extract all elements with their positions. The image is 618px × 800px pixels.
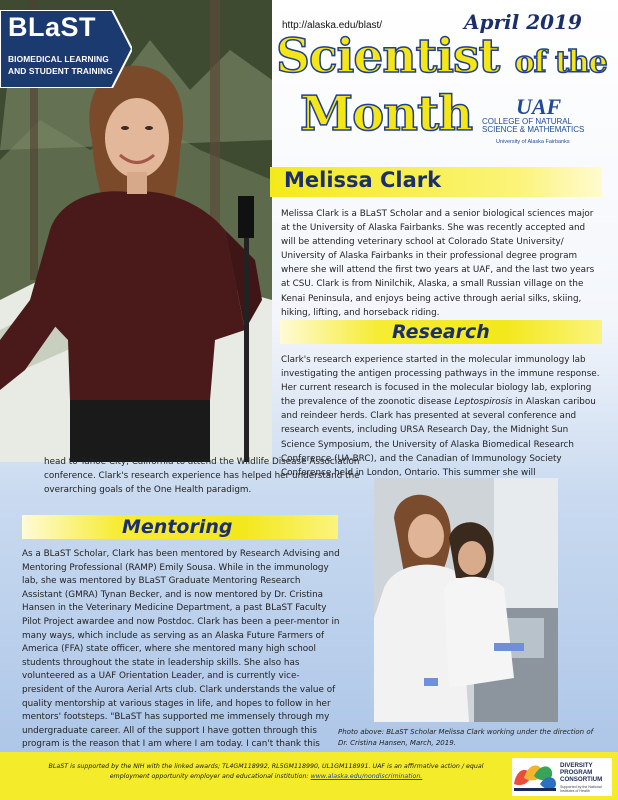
dpc-line2-text: PROGRAM	[560, 769, 593, 776]
footer-text: BLaST is supported by the NIH with the linked awards; TL4GM118992, RL5GM118990, UL1GM118991. UAF is an affirmative action / equal employment opportunity employer and educational institution:	[48, 763, 484, 780]
uaf-logo	[482, 96, 594, 145]
scientist-photo	[0, 0, 272, 462]
scientist-name-banner	[270, 167, 602, 197]
blast-logo-line2: AND STUDENT TRAINING	[8, 66, 113, 76]
dpc-logo	[512, 758, 612, 796]
dpc-line3-text: CONSORTIUM	[560, 776, 603, 783]
research-heading: Research	[392, 321, 490, 343]
uaf-university: University of Alaska Fairbanks	[496, 138, 570, 145]
title-word-scientist: Scientist	[276, 29, 500, 84]
mentoring-banner	[22, 515, 338, 539]
research-banner	[280, 320, 602, 344]
dpc-small: Supported by the National Institutes of Health	[560, 785, 602, 793]
research-text-a: Clark's research experience started in the molecular immunology lab investigating the antigen processing pathways in the immune response. Her current research is focused in the molecular biology lab, exploring the prevalence of the zoonotic disease	[281, 355, 600, 408]
dpc-line1-text: DIVERSITY	[560, 762, 593, 769]
footer-note	[36, 762, 496, 781]
blast-logo-title: BLaST	[8, 12, 97, 42]
uaf-college-line1: COLLEGE OF NATURAL	[482, 117, 573, 126]
footer	[0, 752, 618, 800]
scientist-name: Melissa Clark	[284, 168, 442, 192]
lab-photo	[374, 478, 558, 722]
research-text-b: in Alaskan caribou and reindeer herds. Clark has presented at several conference and research events, including URSA Research Day, the Midnight Sun Science Symposium, the University of Alaska Biomedical Research Conference (UA-BRC), and the Canadian of Immunology Society Conference held in London, Ontario. This summer she will	[281, 397, 596, 478]
title-line2: Month	[300, 86, 473, 142]
title-of-the: of the	[514, 45, 607, 80]
dpc-logo-icon	[512, 758, 558, 796]
title-line1	[276, 29, 607, 84]
research-paragraph-continued: head to Tahoe City, California to attend the Wildlife Disease Association conference. Clark's research experience has helped her understand the overarching goals of the One Health paradigm.	[44, 457, 360, 496]
uaf-logo-mark: UAF	[516, 94, 562, 119]
nondiscrimination-link[interactable]: www.alaska.edu/nondiscrimination.	[310, 772, 423, 780]
dpc-line1	[560, 762, 602, 783]
mentoring-paragraph: As a BLaST Scholar, Clark has been mentored by Research Advising and Mentoring Professional (RAMP) Emily Sousa. While in the immunology lab, she was mentored by BLaST Graduate Mentoring Research Assistant (GMRA) Tynan Becker, and is now mentored by Dr. Cristina Hansen in the Veterinary Medicine Department, a past BLaST Faculty Pilot Project awardee and now Postdoc. Clark has been a peer-mentor in many ways, which include as serving as an Alaska Future Farmers of America (FFA) state officer, where she mentored many high school students throughout the state in leadership skills. She also has volunteered as a UAF Orientation Leader, and is currently vice-president of the Aurora Aerial Arts club. Clark understands the value of quality mentorship at various stages in life, and hopes to follow in her mentors' footsteps. "BLaST has supported me immensely through my undergraduate career. All of the support I have gotten through this program is the reason that I am where I am today. I can't thank this	[22, 549, 340, 750]
blast-logo-line1: BIOMEDICAL LEARNING	[8, 54, 109, 64]
photo-caption: Photo above: BLaST Scholar Melissa Clark working under the direction of Dr. Cristina Hansen, March, 2019.	[338, 728, 594, 747]
mentoring-heading: Mentoring	[122, 516, 233, 538]
bio-paragraph: Melissa Clark is a BLaST Scholar and a senior biological sciences major at the University of Alaska Fairbanks. She was recently accepted and will be attending veterinary school at Colorado State University/ University of Alaska Fairbanks in their professional degree program where she will attend the first two years at UAF, and the last two years at CSU. Clark is from Ninilchik, Alaska, a small Russian village on the Kenai Peninsula, and enjoys being active through aerial silks, skiing, hiking, lifting, and horseback riding.	[281, 209, 595, 318]
lab-photo-illustration	[374, 478, 558, 722]
website-url[interactable]: http://alaska.edu/blast/	[282, 20, 383, 31]
issue-date: April 2019	[464, 10, 582, 34]
research-italic-term: Leptospirosis	[454, 397, 513, 408]
uaf-college-line2: SCIENCE & MATHEMATICS	[482, 125, 585, 135]
blast-logo	[0, 10, 132, 88]
